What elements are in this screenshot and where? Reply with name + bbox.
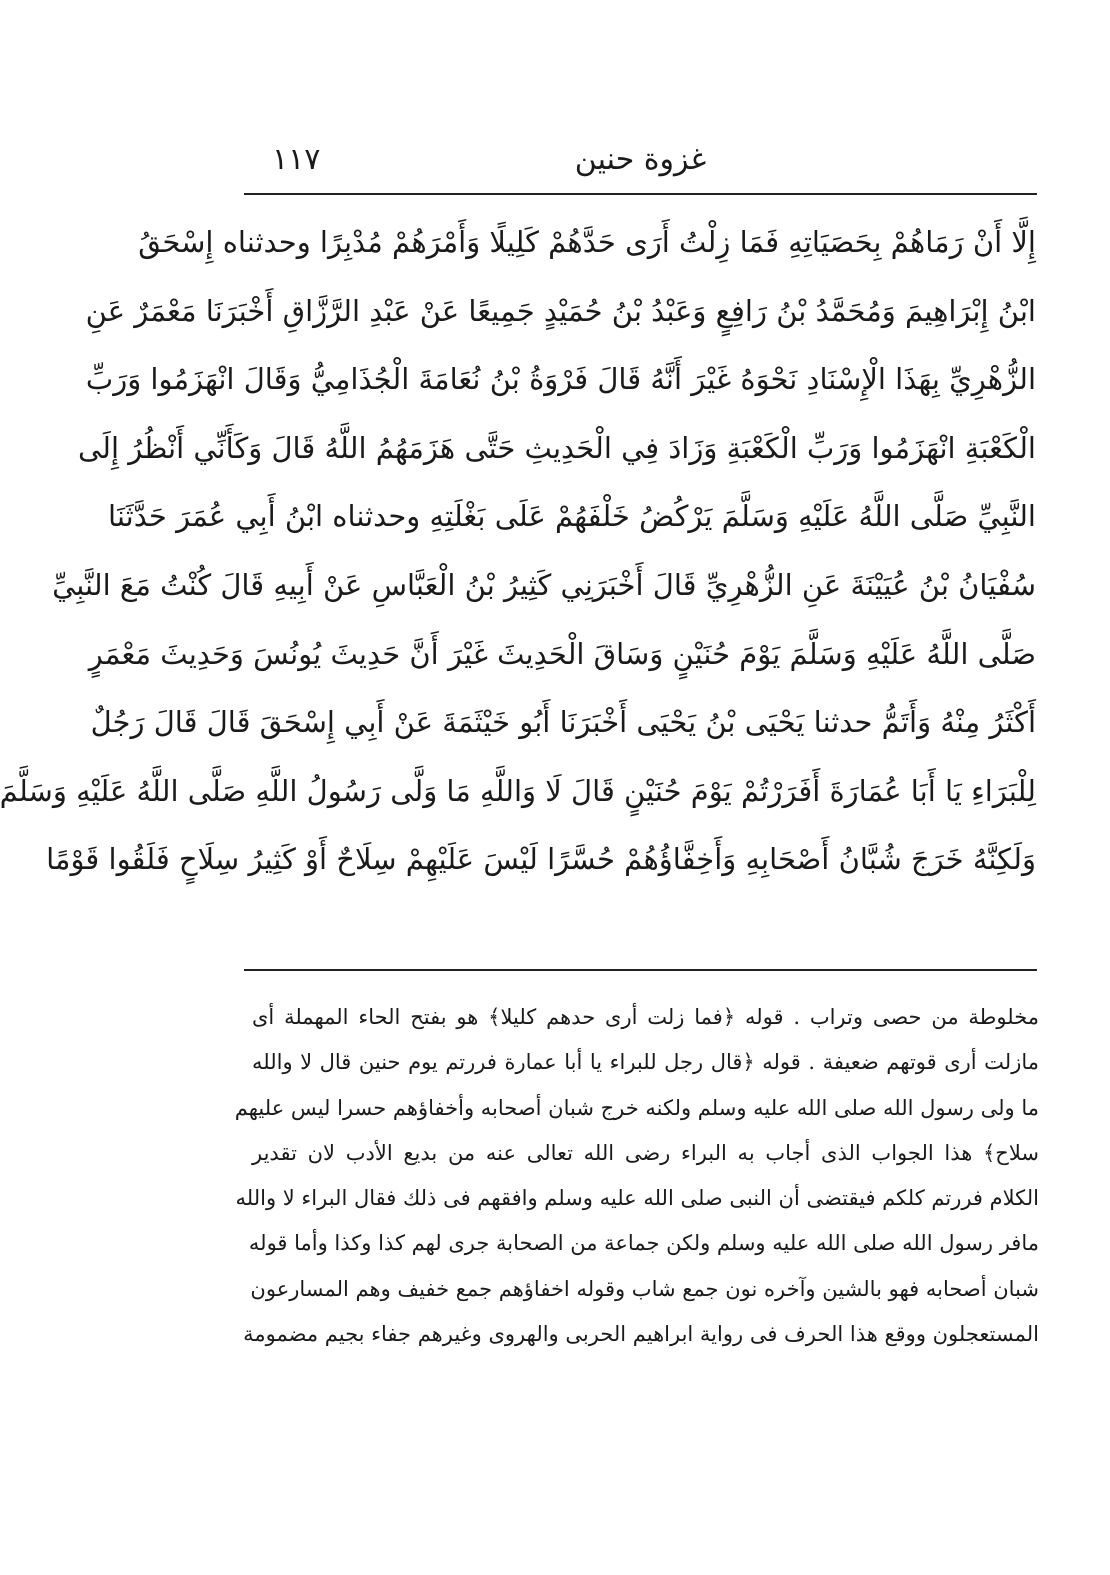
text-line: أَكْثَرُ مِنْهُ وَأَتَمُّ حدثنا يَحْيَى بْنُ يَحْيَى أَخْبَرَنَا أَبُو خَيْثَمَةَ عَنْ أَبِي إِسْحَقَ قَالَ قَالَ رَجُلٌ	[90, 705, 1036, 740]
text-line: الْكَعْبَةِ انْهَزَمُوا وَرَبِّ الْكَعْبَةِ وَزَادَ فِي الْحَدِيثِ حَتَّى هَزَمَهُمُ اللَّهُ قَالَ وَكَأَنِّي أَنْظُرُ إِلَى	[77, 430, 1036, 465]
footnote-line: مافر رسول الله صلى الله عليه وسلم ولكن جماعة من الصحابة جرى لهم كذا وكذا وأما قوله	[248, 1231, 1039, 1256]
text-line: سُفْيَانُ بْنُ عُيَيْنَةَ عَنِ الزُّهْرِيِّ قَالَ أَخْبَرَنِي كَثِيرُ بْنُ الْعَبَّاسِ عَنْ أَبِيهِ قَالَ كُنْتُ مَعَ النَّبِيِّ	[52, 567, 1036, 602]
text-line: صَلَّى اللَّهُ عَلَيْهِ وَسَلَّمَ يَوْمَ حُنَيْنٍ وَسَاقَ الْحَدِيثَ غَيْرَ أَنَّ حَدِيثَ يُونُسَ وَحَدِيثَ مَعْمَرٍ	[88, 636, 1036, 671]
page-header	[244, 128, 1037, 194]
footnote-line: ما ولى رسول الله صلى الله عليه وسلم ولكنه خرج شبان أصحابه وأخفاؤهم حسرا ليس عليهم	[234, 1095, 1039, 1120]
text-line: لِلْبَرَاءِ يَا أَبَا عُمَارَةَ أَفَرَرْتُمْ يَوْمَ حُنَيْنٍ قَالَ لَا وَاللَّهِ مَا وَلَّى رَسُولُ اللَّهِ صَلَّى اللَّهُ عَلَيْهِ وَسَلَّمَ	[0, 773, 1036, 808]
page-number: ١١٧	[272, 142, 321, 177]
text-line: الزُّهْرِيِّ بِهَذَا الْإِسْنَادِ نَحْوَهُ غَيْرَ أَنَّهُ قَالَ فَرْوَةُ بْنُ نُعَامَةَ الْجُذَامِيُّ وَقَالَ انْهَزَمُوا وَرَبِّ	[85, 362, 1036, 397]
text-line: ابْنُ إِبْرَاهِيمَ وَمُحَمَّدُ بْنُ رَافِعٍ وَعَبْدُ بْنُ حُمَيْدٍ جَمِيعًا عَنْ عَبْدِ الرَّزَّاقِ أَخْبَرَنَا مَعْمَرٌ عَنِ	[85, 293, 1036, 328]
header-divider	[244, 193, 1037, 195]
text-line: النَّبِيِّ صَلَّى اللَّهُ عَلَيْهِ وَسَلَّمَ يَرْكُضُ خَلْفَهُمْ عَلَى بَغْلَتِهِ وحدثناه ابْنُ أَبِي عُمَرَ حَدَّثَنَا	[108, 499, 1036, 534]
footnote-line: شبان أصحابه فهو بالشين وآخره نون جمع شاب وقوله اخفاؤهم جمع خفيف وهم المسارعون	[250, 1276, 1039, 1301]
footnote-line: مازلت أرى قوتهم ضعيفة . قوله ﴿قال رجل للبراء يا أبا عمارة فررتم يوم حنين قال لا والله	[252, 1050, 1039, 1075]
commentary-footnotes	[234, 995, 1039, 1357]
footnote-line: سلاح﴾ هذا الجواب الذى أجاب به البراء رضى الله تعالى عنه من بديع الأدب لان تقدير	[252, 1140, 1039, 1165]
footnote-line: مخلوطة من حصى وتراب . قوله ﴿فما زلت أرى حدهم كليلا﴾ هو بفتح الحاء المهملة أى	[252, 1005, 1039, 1029]
page-title: غزوة حنين	[574, 142, 707, 177]
footnote-line: الكلام فررتم كلكم فيقتضى أن النبى صلى الله عليه وسلم وافقهم فى ذلك فقال البراء لا والله	[235, 1186, 1039, 1211]
footnote-line: المستعجلون ووقع هذا الحرف فى رواية ابراهيم الحربى والهروى وغيرهم جفاء بجيم مضمومة	[243, 1322, 1039, 1347]
hadith-text	[0, 208, 1036, 894]
text-line: وَلَكِنَّهُ خَرَجَ شُبَّانُ أَصْحَابِهِ وَأَخِفَّاؤُهُمْ حُسَّرًا لَيْسَ عَلَيْهِمْ سِلَاحٌ أَوْ كَثِيرُ سِلَاحٍ فَلَقُوا قَوْمًا	[46, 842, 1036, 877]
text-line: إِلَّا أَنْ رَمَاهُمْ بِحَصَيَاتِهِ فَمَا زِلْتُ أَرَى حَدَّهُمْ كَلِيلًا وَأَمْرَهُمْ مُدْبِرًا وحدثناه إِسْحَقُ	[138, 225, 1036, 259]
footnote-divider	[244, 969, 1037, 971]
